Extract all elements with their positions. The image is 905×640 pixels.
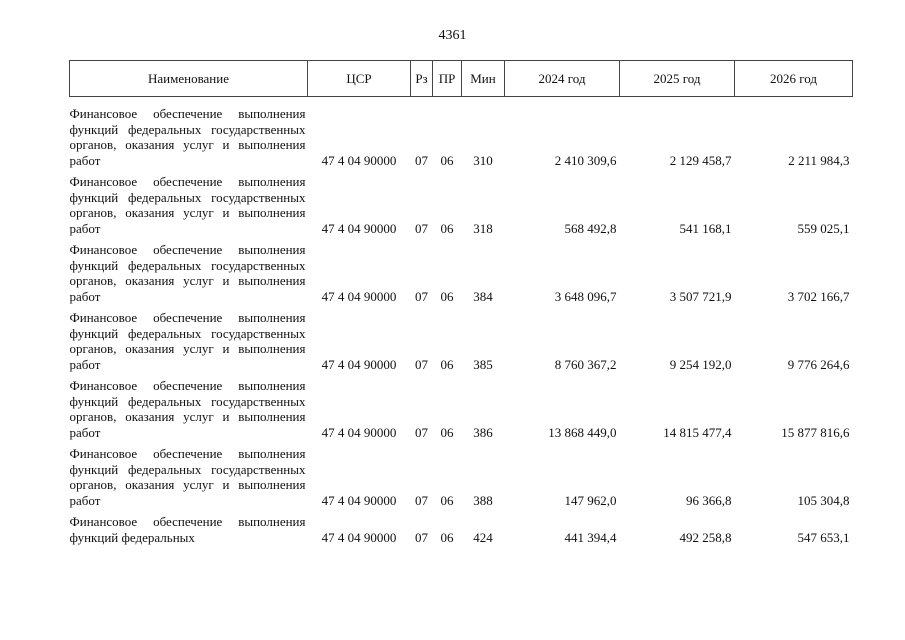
cell-name: Финансовое обеспечение выполнения функций федеральных bbox=[69, 514, 306, 545]
cell-2026: 9 776 264,6 bbox=[787, 356, 850, 372]
table-row bbox=[70, 168, 853, 236]
cell-2024: 147 962,0 bbox=[564, 492, 617, 508]
cell-rz: 07 bbox=[415, 424, 428, 440]
cell-2024: 3 648 096,7 bbox=[554, 288, 617, 304]
header-2026: 2026 год bbox=[735, 61, 853, 97]
page-number: 4361 bbox=[438, 28, 467, 43]
cell-min: 386 bbox=[473, 424, 493, 440]
cell-min: 388 bbox=[473, 492, 493, 508]
cell-csr: 47 4 04 90000 bbox=[321, 288, 397, 304]
cell-2026: 559 025,1 bbox=[797, 220, 850, 236]
cell-name: Финансовое обеспечение выполнения функций федеральных государственных органов, оказания услуг и выполнения работ bbox=[69, 106, 306, 168]
cell-2025: 96 366,8 bbox=[686, 492, 732, 508]
cell-csr: 47 4 04 90000 bbox=[321, 152, 397, 168]
header-row bbox=[70, 61, 853, 97]
cell-csr: 47 4 04 90000 bbox=[321, 356, 397, 372]
table-row bbox=[70, 97, 853, 169]
header-2025: 2025 год bbox=[620, 61, 735, 97]
cell-2026: 2 211 984,3 bbox=[788, 152, 850, 168]
cell-2026: 105 304,8 bbox=[797, 492, 850, 508]
cell-rz: 07 bbox=[415, 356, 428, 372]
cell-2024: 8 760 367,2 bbox=[554, 356, 617, 372]
cell-2025: 3 507 721,9 bbox=[669, 288, 732, 304]
cell-csr: 47 4 04 90000 bbox=[321, 529, 397, 545]
cell-pr: 06 bbox=[440, 356, 454, 372]
cell-2026: 3 702 166,7 bbox=[787, 288, 850, 304]
cell-pr: 06 bbox=[440, 492, 454, 508]
cell-min: 384 bbox=[473, 288, 493, 304]
header-2024: 2024 год bbox=[505, 61, 620, 97]
cell-min: 424 bbox=[473, 529, 493, 545]
budget-table bbox=[69, 60, 853, 545]
cell-pr: 06 bbox=[440, 152, 454, 168]
table-body bbox=[70, 97, 853, 546]
table-row bbox=[70, 440, 853, 508]
cell-2025: 14 815 477,4 bbox=[663, 424, 732, 440]
cell-rz: 07 bbox=[415, 529, 428, 545]
cell-2024: 441 394,4 bbox=[564, 529, 617, 545]
cell-min: 385 bbox=[473, 356, 493, 372]
cell-csr: 47 4 04 90000 bbox=[321, 424, 397, 440]
cell-pr: 06 bbox=[440, 529, 454, 545]
cell-csr: 47 4 04 90000 bbox=[321, 220, 397, 236]
cell-pr: 06 bbox=[440, 288, 454, 304]
cell-min: 318 bbox=[473, 220, 493, 236]
cell-2026: 547 653,1 bbox=[797, 529, 850, 545]
cell-name: Финансовое обеспечение выполнения функций федеральных государственных органов, оказания услуг и выполнения работ bbox=[69, 174, 306, 236]
cell-csr: 47 4 04 90000 bbox=[321, 492, 397, 508]
cell-2024: 568 492,8 bbox=[564, 220, 617, 236]
header-csr: ЦСР bbox=[308, 61, 411, 97]
cell-name: Финансовое обеспечение выполнения функций федеральных государственных органов, оказания услуг и выполнения работ bbox=[69, 310, 306, 372]
cell-rz: 07 bbox=[415, 152, 428, 168]
table-row bbox=[70, 372, 853, 440]
header-min: Мин bbox=[462, 61, 505, 97]
cell-2024: 13 868 449,0 bbox=[548, 424, 617, 440]
cell-pr: 06 bbox=[440, 424, 454, 440]
cell-rz: 07 bbox=[415, 492, 428, 508]
cell-min: 310 bbox=[473, 152, 493, 168]
cell-name: Финансовое обеспечение выполнения функций федеральных государственных органов, оказания услуг и выполнения работ bbox=[69, 242, 306, 304]
cell-2024: 2 410 309,6 bbox=[554, 152, 617, 168]
cell-2026: 15 877 816,6 bbox=[781, 424, 850, 440]
table-row bbox=[70, 508, 853, 545]
cell-rz: 07 bbox=[415, 288, 428, 304]
cell-2025: 492 258,8 bbox=[679, 529, 732, 545]
cell-rz: 07 bbox=[415, 220, 428, 236]
header-pr: ПР bbox=[433, 61, 462, 97]
header-rz: Рз bbox=[411, 61, 433, 97]
cell-2025: 9 254 192,0 bbox=[669, 356, 732, 372]
table-row bbox=[70, 236, 853, 304]
header-name: Наименование bbox=[70, 61, 308, 97]
cell-pr: 06 bbox=[440, 220, 454, 236]
cell-name: Финансовое обеспечение выполнения функций федеральных государственных органов, оказания услуг и выполнения работ bbox=[69, 378, 306, 440]
cell-name: Финансовое обеспечение выполнения функций федеральных государственных органов, оказания услуг и выполнения работ bbox=[69, 446, 306, 508]
cell-2025: 541 168,1 bbox=[679, 220, 732, 236]
cell-2025: 2 129 458,7 bbox=[669, 152, 732, 168]
table-row bbox=[70, 304, 853, 372]
